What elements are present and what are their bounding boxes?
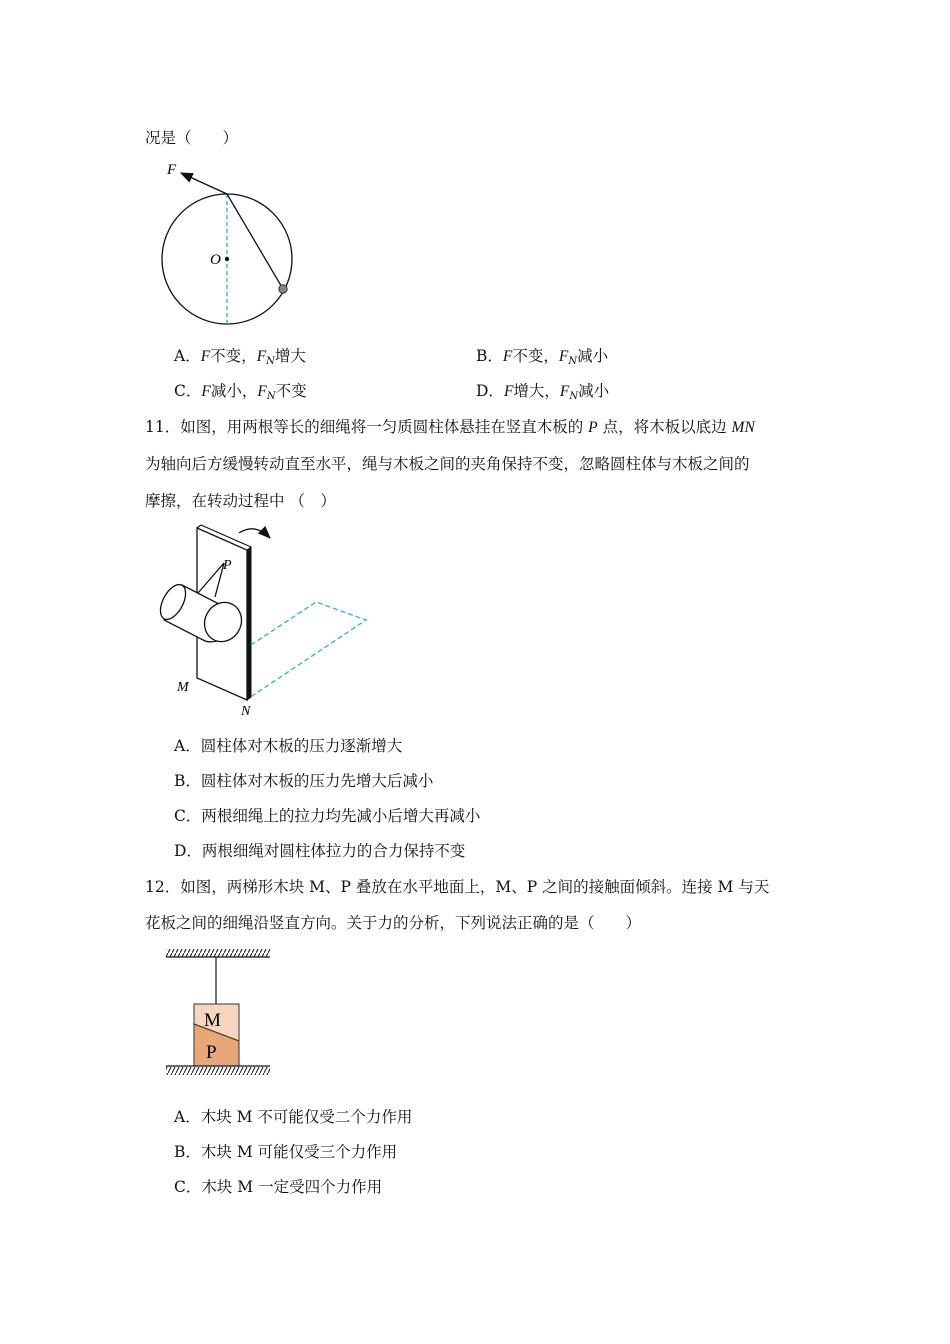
board-top-edge [197, 525, 201, 528]
label-p: P [223, 558, 232, 573]
label-n: N [241, 704, 251, 719]
q10-option-d[interactable]: D．F增大，$F_N$减小 [476, 382, 610, 402]
q10-figure [150, 155, 310, 335]
q11-option-d[interactable]: D．两根细绳对圆柱体拉力的合力保持不变 [174, 842, 466, 860]
force-arrow [181, 173, 227, 194]
q11-stem-line1: 11．如图，用两根等长的细绳将一匀质圆柱体悬挂在竖直木板的 P 点，将木板以底边 MN [145, 418, 755, 436]
q11-stem-line3: 摩擦，在转动过程中 （ ） [145, 492, 336, 510]
force-label: F [167, 162, 177, 178]
q12-option-b[interactable]: B．木块 M 可能仅受三个力作用 [174, 1143, 398, 1161]
ball [279, 285, 287, 293]
ceiling-hatch [166, 949, 270, 957]
block-p-label: P [206, 1042, 217, 1063]
ground-hatch [166, 1067, 270, 1075]
center-dot [225, 257, 229, 261]
q11-option-a[interactable]: A．圆柱体对木板的压力逐渐增大 [174, 737, 403, 755]
label-m: M [177, 680, 189, 695]
q10-option-c[interactable]: C．F减小，$F_N$不变 [174, 382, 307, 402]
q10-option-b[interactable]: B．F不变，$F_N$减小 [476, 347, 609, 367]
rope [227, 194, 283, 289]
horizontal-board-dashed [249, 602, 366, 698]
q11-stem-line2: 为轴向后方缓慢转动直至水平，绳与木板之间的夹角保持不变，忽略圆柱体与木板之间的 [145, 455, 750, 473]
q12-option-a[interactable]: A．木块 M 不可能仅受二个力作用 [174, 1108, 413, 1126]
q12-option-c[interactable]: C．木块 M 一定受四个力作用 [174, 1178, 383, 1196]
q10-stem-tail: 况是（ ） [145, 129, 239, 147]
q11-option-c[interactable]: C．两根细绳上的拉力均先减小后增大再减小 [174, 807, 481, 825]
rotation-arrow [239, 529, 269, 537]
q11-option-b[interactable]: B．圆柱体对木板的压力先增大后减小 [174, 772, 434, 790]
q12-stem-line1: 12．如图，两梯形木块 M、P 叠放在水平地面上，M、P 之间的接触面倾斜。连接 M 与天 [145, 878, 770, 896]
q12-figure [160, 945, 275, 1080]
board-edge [247, 547, 251, 700]
q11-figure [155, 518, 375, 723]
q10-option-a[interactable]: A．F不变，$F_N$增大 [174, 347, 306, 367]
block-m-label: M [204, 1010, 221, 1031]
q12-stem-line2: 花板之间的细绳沿竖直方向。关于力的分析，下列说法正确的是（ ） [145, 914, 642, 932]
center-label: O [210, 252, 221, 268]
